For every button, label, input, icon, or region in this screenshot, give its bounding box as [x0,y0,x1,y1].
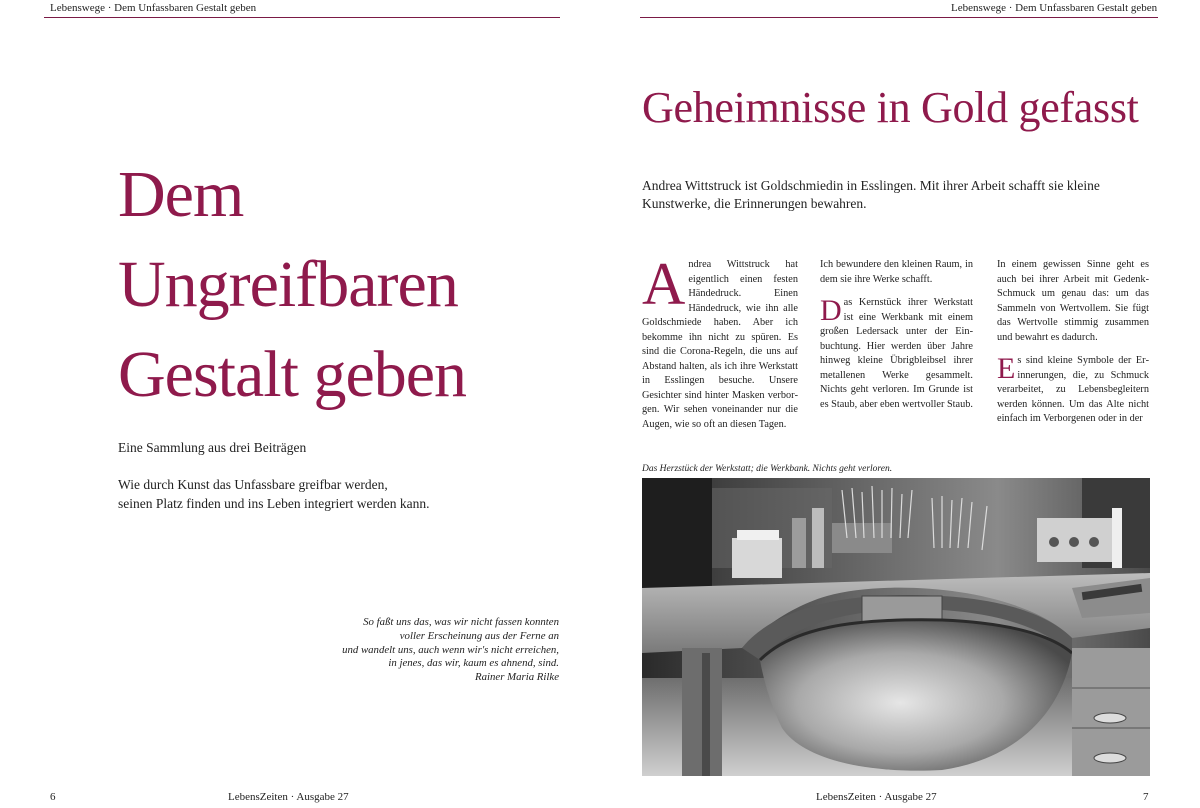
running-title-right: Lebenswege · Dem Unfassbaren Gestalt geben [951,2,1158,14]
intro-line: Wie durch Kunst das Unfassbare greifbar werden, [118,477,388,492]
page-number-left: 6 [50,791,56,803]
workbench-photo [642,478,1150,776]
paragraph: Ich bewundere den kleinen Raum, in dem sie ihre Werke schafft. [820,259,973,285]
article-column-2 [820,258,973,421]
poem-line: So faßt uns das, was wir nicht fassen konnten [363,616,559,628]
article-column-3 [997,258,1149,436]
drop-cap: A [642,251,686,317]
workbench-photo-image [642,478,1150,776]
poem-author: Rainer Maria Rilke [475,671,559,684]
magazine-info-left: LebensZeiten · Ausgabe 27 [228,791,349,803]
article-title: Geheimnisse in Gold gefasst [642,83,1139,132]
paragraph: In einem gewissen Sinne geht es auch bei ihrer Arbeit mit Gedenk-Schmuck um genau das: um das Sammeln von Wertvollem. Sie fügt das Wertvolle stimmig zusammen und bewahrt es dadurch. [997,259,1149,343]
running-title-left: Lebenswege · Dem Unfassbaren Gestalt geben [50,2,257,14]
article-column-1 [642,251,798,441]
header-rule-right [640,17,1158,18]
paragraph-text: s sind kleine Symbole der Erinnerungen, die, zu Schmuck verarbeitet, zu Lebensbegleitern werden können. Um das Alte nicht einfach im Verborgenen oder in der [997,355,1149,424]
drop-cap: E [997,352,1016,385]
paragraph-text: as Kernstück ihrer Werkstatt ist eine Werkbank mit einem großen Ledersack unter der Einbuchtung. Hier werden über Jahre hinweg kleine Übrigbleibsel ihrer metallenen Werke gesammelt. Nichts geht verloren. Im Grunde ist es Staub, aber eben wertvoller Staub. [820,297,973,410]
left-page-title [118,150,558,420]
left-page-intro [118,475,458,513]
header-rule-left [44,17,560,18]
title-line: Ungreifbaren [118,248,458,321]
paragraph-text: ndrea Wittstruck hat eigentlich einen festen Händedruck. Einen Händedruck, wie ihn alle Goldschmiede haben. Aber ich bekomme ihn nicht zu spüren. Es sind die Corona-Regeln, die uns auf Abstand halten, als ich ihre Werkstatt in Esslingen besuche. Unsere Gesichter sind hinter Masken verborgen. Wir sehen voneinander nur die Augen, wie so oft an diesen Tagen. [642,259,798,430]
magazine-info-right: LebensZeiten · Ausgabe 27 [816,791,937,803]
intro-line: seinen Platz finden und ins Leben integriert werden kann. [118,496,430,511]
title-line: Dem [118,158,244,231]
photo-caption: Das Herzstück der Werkstatt; die Werkbank. Nichts geht verloren. [642,464,893,474]
page-number-right: 7 [1143,791,1149,803]
paragraph [997,354,1149,427]
title-line: Gestalt geben [118,338,467,411]
poem-line: und wandelt uns, auch wenn wir's nicht erreichen, [342,643,559,656]
article-lead: Andrea Wittstruck ist Goldschmiedin in Esslingen. Mit ihrer Arbeit schafft sie kleine Kunstwerke, die Erinnerungen bewahren. [642,178,1100,211]
drop-cap: D [820,294,842,327]
poem-line: voller Erscheinung aus der Ferne an [399,629,559,642]
poem-quote [300,616,559,685]
paragraph [820,296,973,412]
left-page-subtitle: Eine Sammlung aus drei Beiträgen [118,440,307,455]
paragraph [642,251,798,432]
poem-line: in jenes, das wir, kaum es ahnend, sind. [388,657,559,670]
